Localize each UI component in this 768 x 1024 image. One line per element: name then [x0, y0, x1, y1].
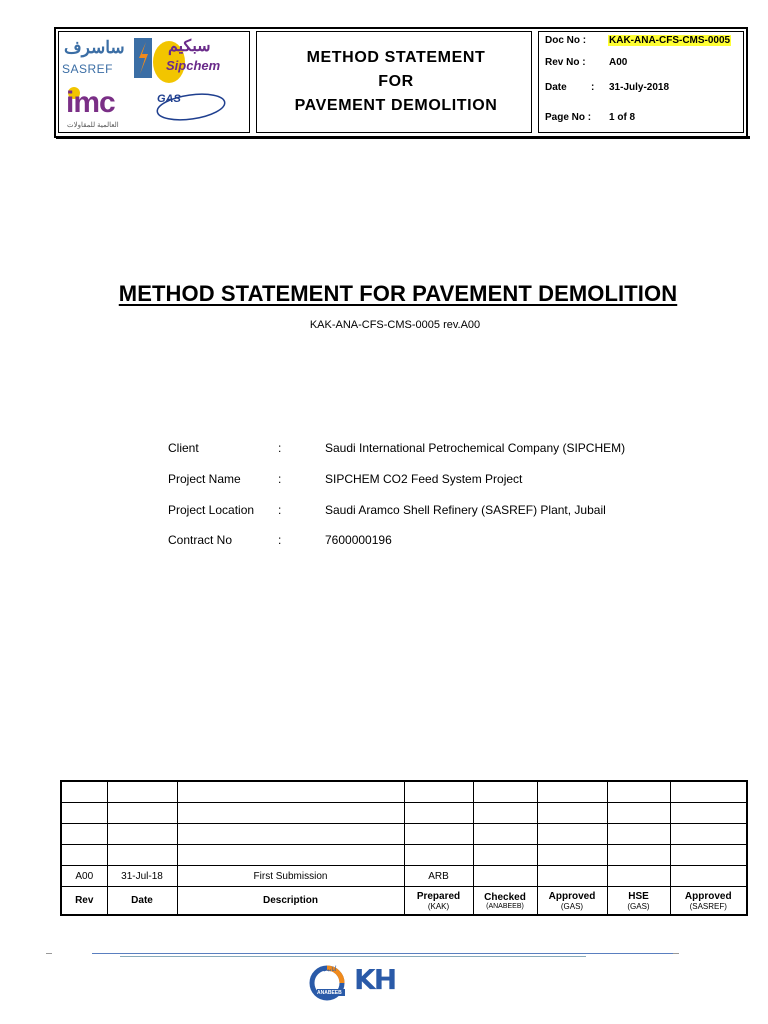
prepared-header-sub: (KAK)	[427, 901, 450, 911]
table-cell	[537, 781, 607, 803]
description-header: Description	[177, 887, 404, 916]
hse-header	[607, 887, 670, 916]
kh-logo: KH	[354, 963, 396, 996]
project-name-value: SIPCHEM CO2 Feed System Project	[325, 472, 523, 486]
approved-sasref-header-sub: (SASREF)	[689, 901, 727, 911]
table-row	[61, 824, 747, 845]
sipchem-logo-text: Sipchem	[166, 58, 221, 73]
table-row	[61, 845, 747, 866]
header-shadow	[56, 136, 750, 139]
table-cell	[473, 845, 537, 866]
table-cell	[670, 803, 747, 824]
date-colon: :	[591, 82, 595, 93]
prepared-cell: ARB	[404, 866, 473, 887]
table-cell	[404, 803, 473, 824]
contract-no-colon: :	[278, 533, 282, 547]
table-cell	[107, 824, 177, 845]
table-row	[61, 781, 747, 803]
revision-header-row	[61, 887, 747, 916]
table-cell	[670, 866, 747, 887]
table-cell	[177, 803, 404, 824]
doc-no-label: Doc No :	[545, 35, 587, 46]
table-cell	[607, 866, 670, 887]
table-cell	[107, 781, 177, 803]
table-cell	[404, 781, 473, 803]
checked-header-label: Checked	[484, 891, 526, 903]
sipchem-logo-arabic: سبكيم	[168, 38, 211, 55]
table-cell	[404, 824, 473, 845]
date-value: 31-July-2018	[609, 82, 670, 93]
table-cell	[61, 781, 107, 803]
project-name-label: Project Name	[168, 472, 241, 486]
page-title: METHOD STATEMENT FOR PAVEMENT DEMOLITION	[118, 281, 678, 306]
rev-cell: A00	[61, 866, 107, 887]
anabeeb-logo-arabic: أنابيب	[322, 967, 337, 973]
header-title-line2: FOR	[378, 73, 414, 90]
checked-header	[473, 887, 537, 916]
approved-header	[537, 887, 607, 916]
approved-sasref-header	[670, 887, 747, 916]
checked-header-sub: (ANABEEB)	[486, 902, 524, 910]
table-cell	[537, 824, 607, 845]
sasref-logo-text: SASREF	[62, 62, 114, 76]
header-title-line3: PAVEMENT DEMOLITION	[294, 97, 498, 114]
table-cell	[107, 803, 177, 824]
table-cell	[404, 845, 473, 866]
table-cell	[473, 803, 537, 824]
prepared-header	[404, 887, 473, 916]
doc-no-highlight: KAK-ANA-CFS-CMS-0005	[609, 35, 731, 46]
page-no-value: 1 of 8	[609, 112, 636, 123]
header-title-line1: METHOD STATEMENT	[306, 49, 486, 66]
date-label: Date	[545, 82, 567, 93]
revision-table	[60, 780, 748, 916]
table-cell	[670, 781, 747, 803]
prepared-header-label: Prepared	[416, 890, 461, 902]
document-reference: KAK-ANA-CFS-CMS-0005 rev.A00	[309, 319, 481, 331]
approved-sasref-header-label: Approved	[684, 890, 732, 902]
table-cell	[61, 845, 107, 866]
table-cell	[61, 803, 107, 824]
description-cell: First Submission	[177, 866, 404, 887]
date-cell: 31-Jul-18	[107, 866, 177, 887]
table-cell	[473, 866, 537, 887]
table-cell	[537, 845, 607, 866]
footer-rule-left	[46, 953, 52, 954]
table-cell	[670, 824, 747, 845]
header-title	[256, 46, 536, 118]
table-cell	[177, 781, 404, 803]
imc-logo-arabic: العالمية للمقاولات	[67, 122, 119, 129]
anabeeb-logo-text: ANABEEB	[317, 990, 342, 996]
table-cell	[177, 845, 404, 866]
rev-header: Rev	[61, 887, 107, 916]
footer-rule-inner	[120, 956, 586, 957]
sasref-logo-arabic: ساسرف	[64, 38, 125, 57]
project-name-colon: :	[278, 472, 282, 486]
client-value: Saudi International Petrochemical Company (SIPCHEM)	[325, 441, 626, 455]
rev-no-label: Rev No :	[545, 57, 586, 68]
rev-no-value: A00	[609, 57, 628, 68]
hse-header-label: HSE	[628, 890, 649, 902]
sasref-logo-mark	[134, 38, 152, 78]
gas-logo-text: GAS	[157, 93, 181, 105]
table-cell	[607, 781, 670, 803]
date-header: Date	[107, 887, 177, 916]
table-cell	[107, 845, 177, 866]
contract-no-value: 7600000196	[325, 533, 392, 547]
doc-no-value	[608, 35, 731, 46]
imc-logo-text: imc	[66, 86, 115, 119]
revision-row-a00	[61, 866, 747, 887]
hse-header-sub: (GAS)	[627, 901, 650, 911]
table-row	[61, 803, 747, 824]
approved-header-sub: (GAS)	[560, 901, 584, 911]
table-cell	[537, 803, 607, 824]
table-cell	[607, 824, 670, 845]
footer-rule	[92, 953, 674, 954]
project-location-colon: :	[278, 503, 282, 517]
client-label: Client	[168, 441, 199, 455]
page-no-label: Page No :	[545, 112, 592, 123]
table-cell	[61, 824, 107, 845]
contract-no-label: Contract No	[168, 533, 233, 547]
approved-header-label: Approved	[548, 890, 596, 902]
table-cell	[607, 803, 670, 824]
table-cell	[607, 845, 670, 866]
table-cell	[670, 845, 747, 866]
table-cell	[537, 866, 607, 887]
footer-rule-right	[673, 953, 679, 954]
table-cell	[473, 781, 537, 803]
table-cell	[473, 824, 537, 845]
project-location-label: Project Location	[168, 503, 255, 517]
client-colon: :	[278, 441, 282, 455]
project-location-value: Saudi Aramco Shell Refinery (SASREF) Plant, Jubail	[325, 503, 606, 517]
table-cell	[177, 824, 404, 845]
